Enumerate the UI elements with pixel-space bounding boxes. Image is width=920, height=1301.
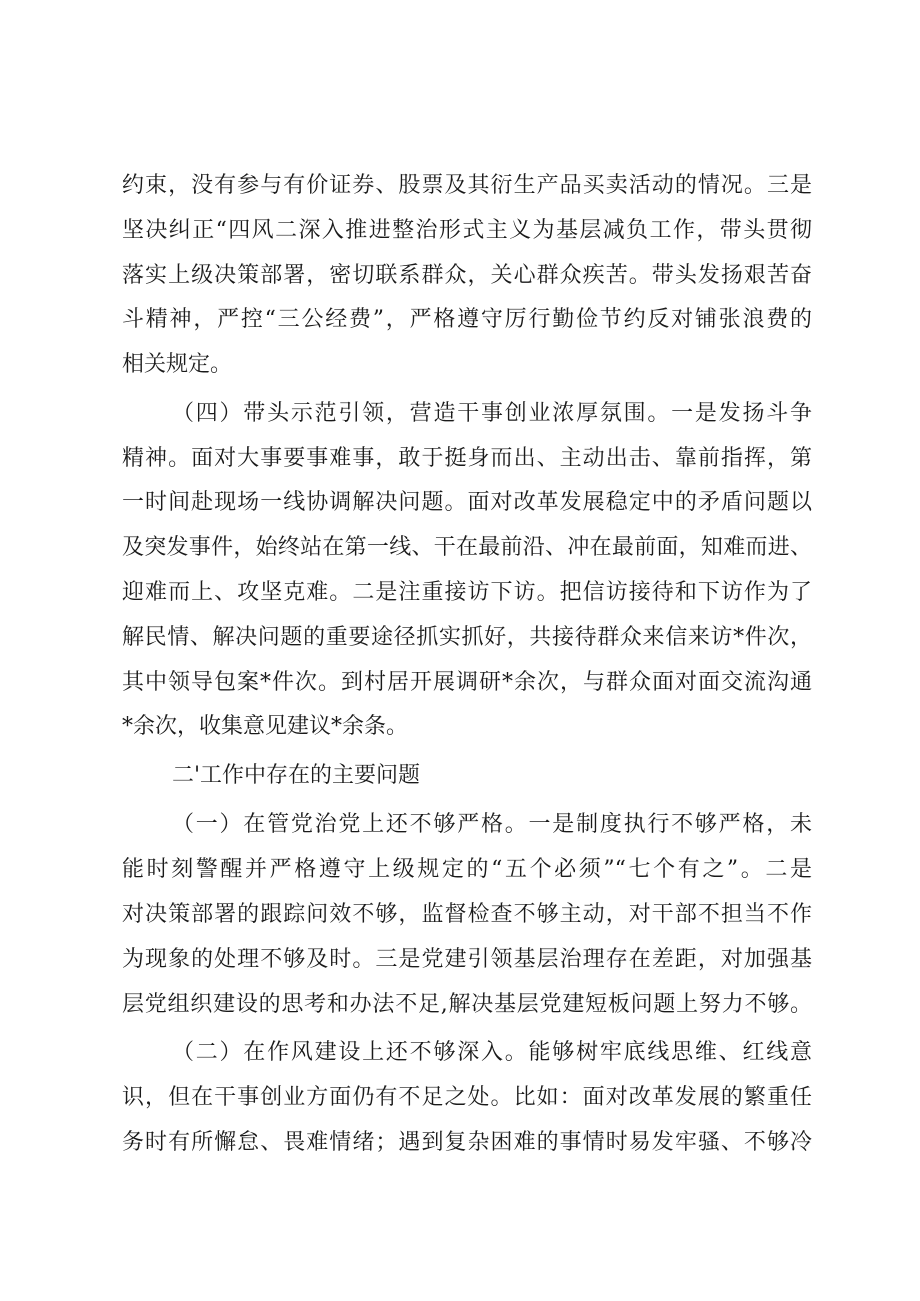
text-line: 务时有所懈怠、畏难情绪；遇到复杂困难的事情时易发牢骚、不够冷 [122,1130,812,1155]
text-line: 对决策部署的跟踪问效不够，监督检查不够主动，对干部不担当不作 [122,902,812,927]
text-line: 坚决纠正“四风二深入推进整治形式主义为基层减负工作，带头贯彻 [122,218,812,243]
text-line: 其中领导包案*件次。到村居开展调研*余次，与群众面对面交流沟通 [122,670,812,695]
paragraph-heading-line: （四）带头示范引领，营造干事创业浓厚氛围。一是发扬斗争 [172,401,812,426]
text-line: 识，但在干事创业方面仍有不足之处。比如：面对改革发展的繁重任 [122,1085,812,1110]
text-line: 迎难而上、攻坚克难。二是注重接访下访。把信访接待和下访作为了 [122,580,812,605]
text-line: 一时间赴现场一线协调解决问题。面对改革发展稳定中的矛盾问题以 [122,490,812,515]
text-line: 层党组织建设的思考和办法不足,解决基层党建短板问题上努力不够。 [122,992,812,1017]
paragraph-heading-line: （一）在管党治党上还不够严格。一是制度执行不够严格，未 [172,812,812,837]
text-line: 相关规定。 [122,352,233,377]
text-line: 为现象的处理不够及时。三是党建引领基层治理存在差距，对加强基 [122,947,812,972]
text-line: 约束，没有参与有价证券、股票及其衍生产品买卖活动的情况。三是 [122,173,812,198]
text-line: 能时刻警醒并严格遵守上级规定的“五个必须”“七个有之”。二是 [122,857,812,882]
text-line: *余次，收集意见建议*余条。 [122,714,409,739]
text-line: 斗精神，严控“三公经费”，严格遵守厉行勤俭节约反对铺张浪费的 [122,307,812,332]
paragraph-heading-line: （二）在作风建设上还不够深入。能够树牢底线思维、红线意 [172,1040,812,1065]
text-line: 解民情、解决问题的重要途径抓实抓好，共接待群众来信来访*件次， [122,625,812,650]
text-line: 精神。面对大事要事难事，敢于挺身而出、主动出击、靠前指挥，第 [122,446,812,471]
section-heading: 二'工作中存在的主要问题 [172,763,421,788]
text-line: 落实上级决策部署，密切联系群众，关心群众疾苦。带头发扬艰苦奋 [122,263,812,288]
text-line: 及突发事件，始终站在第一线、干在最前沿、冲在最前面，知难而进、 [122,535,812,560]
